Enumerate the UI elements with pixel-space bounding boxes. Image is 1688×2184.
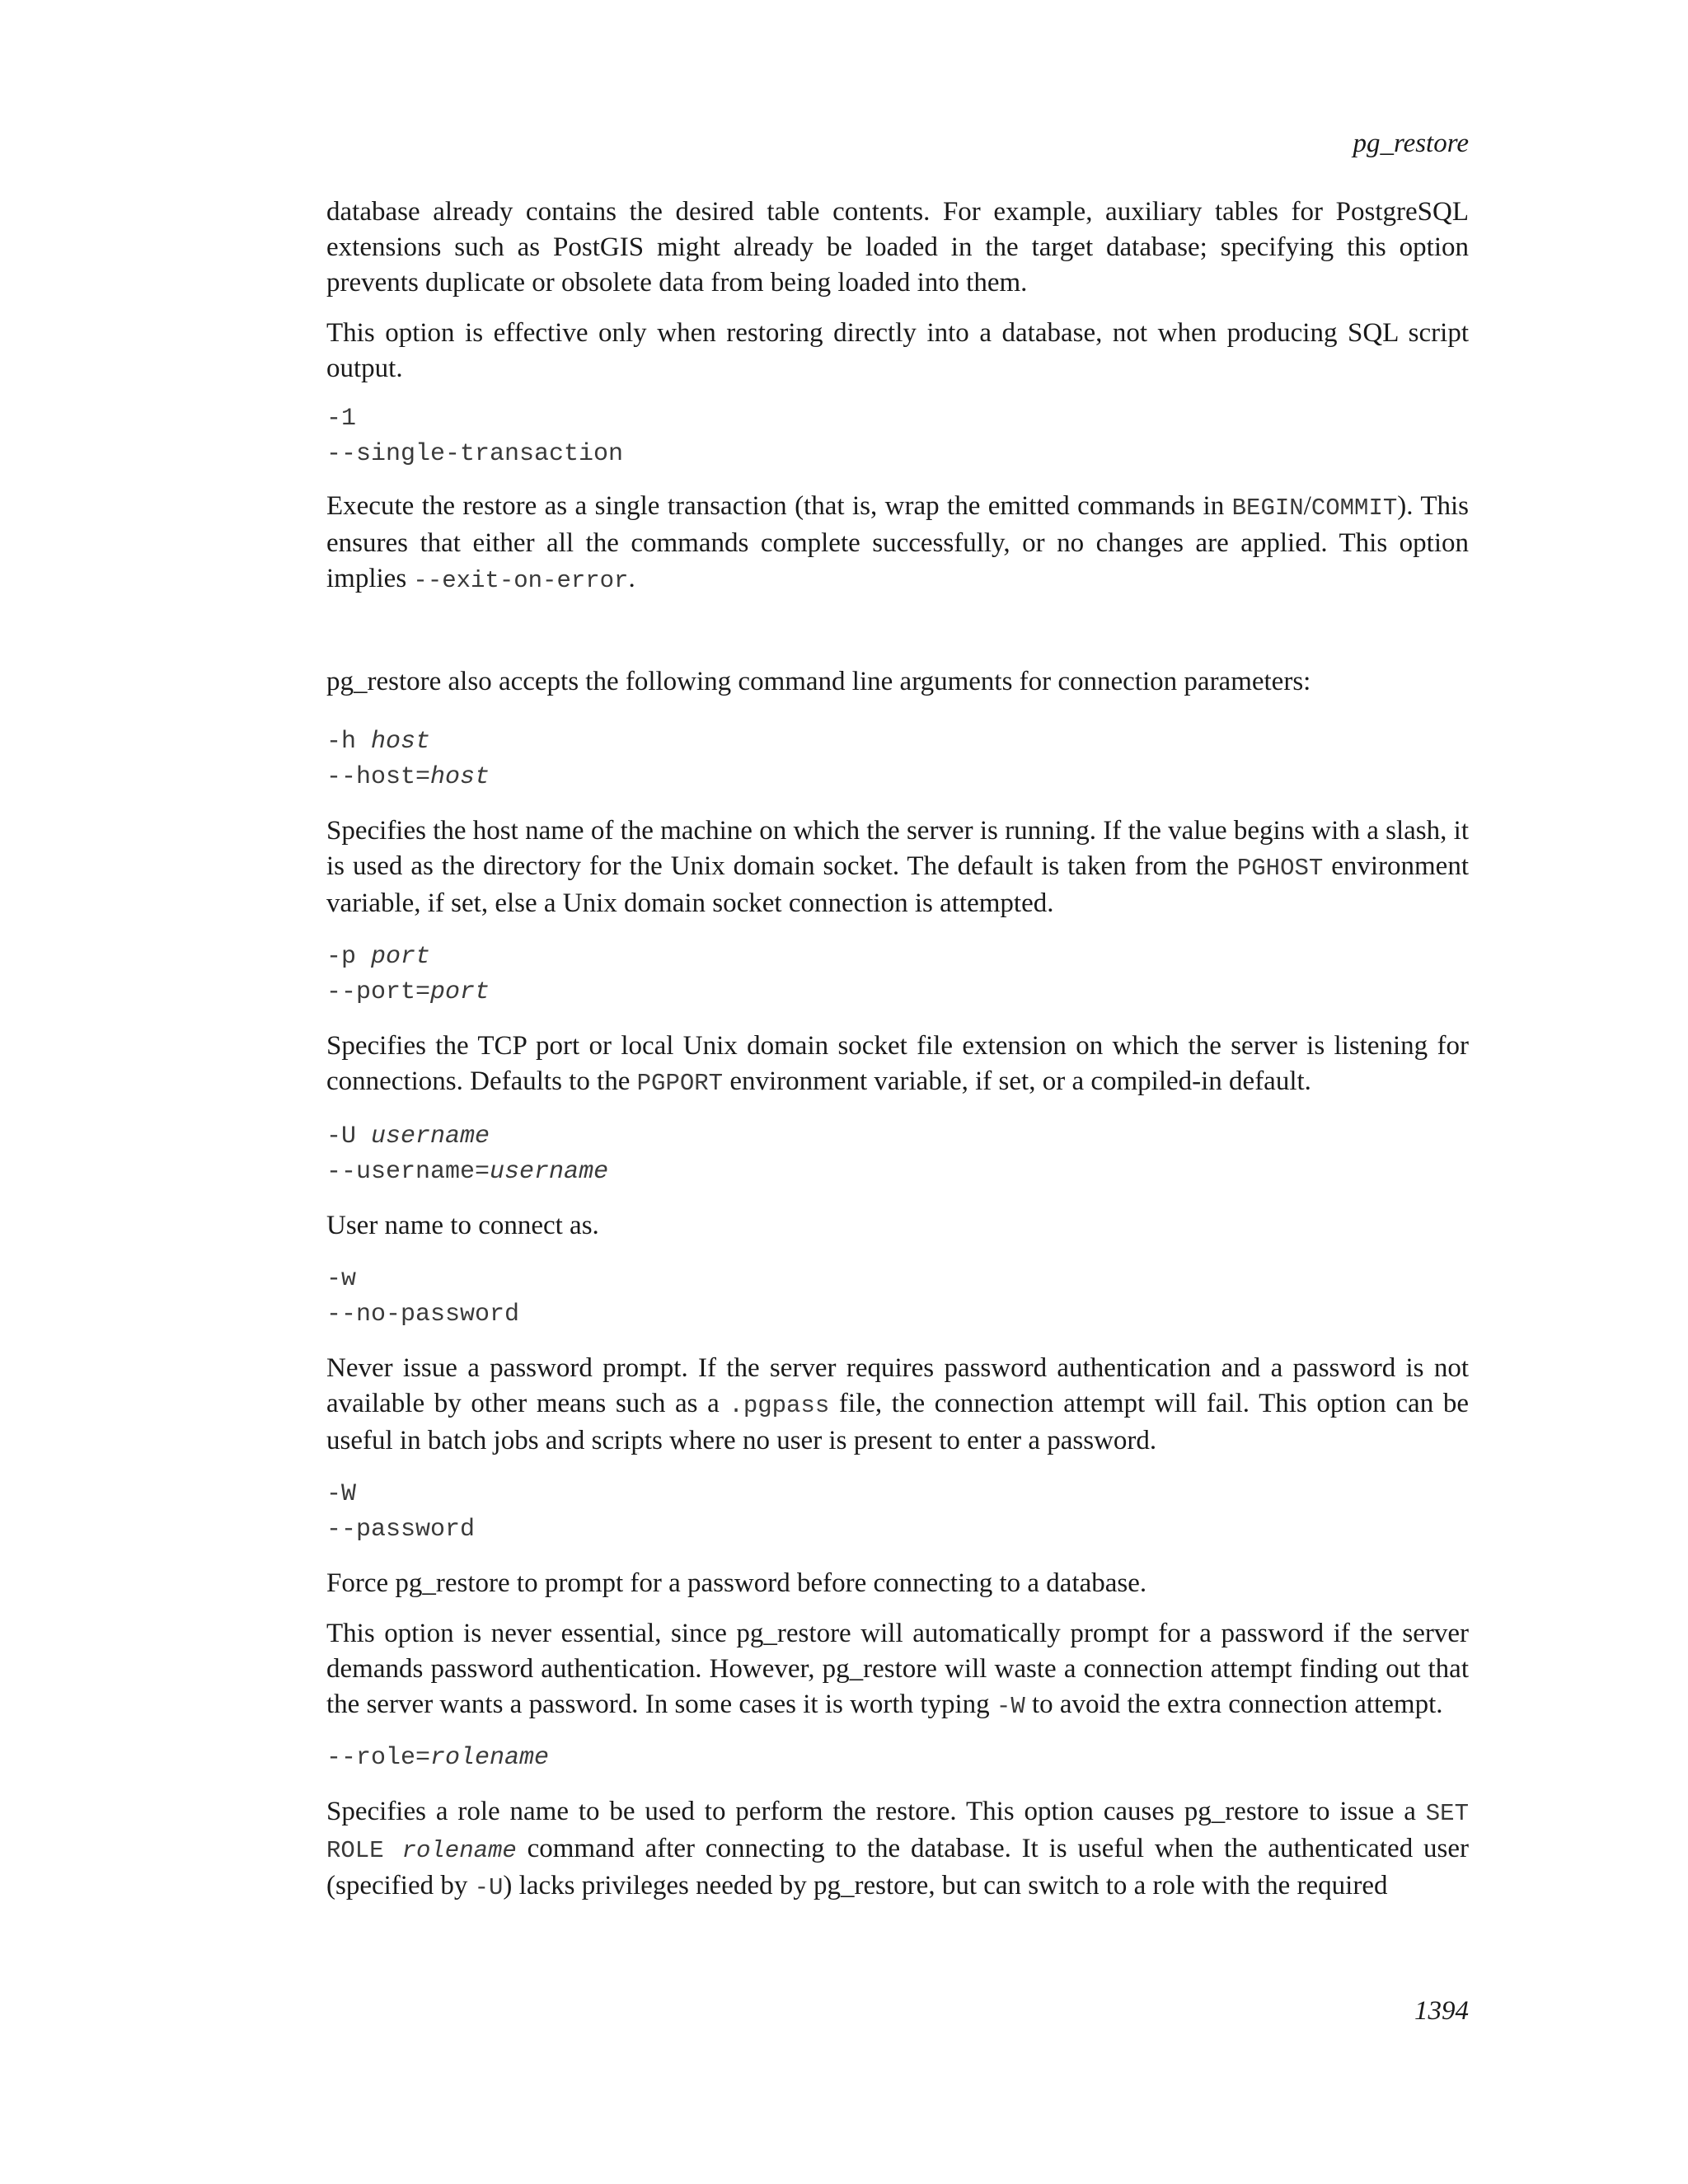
connection-intro: pg_restore also accepts the following command line arguments for connection parameters: [326,667,1311,696]
option-term-short: -1 [326,405,357,433]
inline-code: COMMIT [1311,494,1398,522]
page-content [326,194,1469,1905]
option-term-short: -W [326,1480,357,1508]
inline-code: PGPORT [636,1070,724,1097]
continuation-paragraph: database already contains the desired table contents. For example, auxiliary tables for PostgreSQL extensions such as PostGIS might already be loaded in the target database; specifying this option prevents duplicate or obsolete data from being loaded into them. [326,197,1469,298]
inline-code: -W [996,1693,1025,1720]
no-password-description: Never issue a password prompt. If the server requires password authentication and a password is not available by other means such as a .pgpass file, the connection attempt will fail. This option can be useful in batch jobs and scripts where no user is present to enter a password. [326,1353,1469,1455]
option-term-long: --role=rolename [326,1744,550,1772]
option-term-short: -h host [326,728,431,756]
running-header: pg_restore [1353,129,1469,158]
continuation-note: This option is effective only when restoring directly into a database, not when producing SQL script output. [326,318,1469,383]
page-number: 1394 [1414,1996,1469,2026]
option-term-short: -U username [326,1122,490,1151]
option-term-long: --password [326,1516,476,1544]
option-term-short: -w [326,1265,357,1293]
inline-code: .pgpass [729,1392,830,1419]
option-term-short: -p port [326,943,431,971]
inline-code: --exit-on-error [413,567,629,594]
password-description: Force pg_restore to prompt for a password before connecting to a database. [326,1568,1147,1598]
password-note: This option is never essential, since pg_restore will automatically prompt for a password if the server demands password authentication. However, pg_restore will waste a connection attempt finding out that the server wants a password. In some cases it is worth typing -W to avoid the extra connection attempt. [326,1619,1469,1720]
host-description: Specifies the host name of the machine on which the server is running. If the value begins with a slash, it is used as the directory for the Unix domain socket. The default is taken from the PGHOST environment variable, if set, else a Unix domain socket connection is attempted. [326,816,1469,918]
port-description: Specifies the TCP port or local Unix domain socket file extension on which the server is listening for connections. Defaults to the PGPORT environment variable, if set, or a compiled-in default. [326,1031,1469,1097]
option-term-long: --username=username [326,1158,609,1186]
option-term-long: --single-transaction [326,440,624,468]
inline-code-replaceable: rolename [401,1837,517,1864]
role-description: Specifies a role name to be used to perform the restore. This option causes pg_restore to issue a SET ROLE rolename command after connecting to the database. It is useful when the authenticated user (specified by -U) lacks privileges needed by pg_restore, but can switch to a role with the required [326,1797,1469,1901]
inline-code: -U [474,1874,504,1901]
option-term-long: --host=host [326,763,490,791]
inline-code: SET ROLE [326,1800,1469,1864]
option-term-long: --no-password [326,1301,520,1329]
inline-code: PGHOST [1236,855,1324,882]
single-transaction-description: Execute the restore as a single transaction (that is, wrap the emitted commands in BEGIN/COMMIT). This ensures that either all the commands complete successfully, or no changes are applied. This option implies --exit-on-error. [326,491,1470,594]
username-description: User name to connect as. [326,1211,599,1240]
inline-code: BEGIN [1231,494,1304,522]
option-term-long: --port=port [326,978,490,1006]
